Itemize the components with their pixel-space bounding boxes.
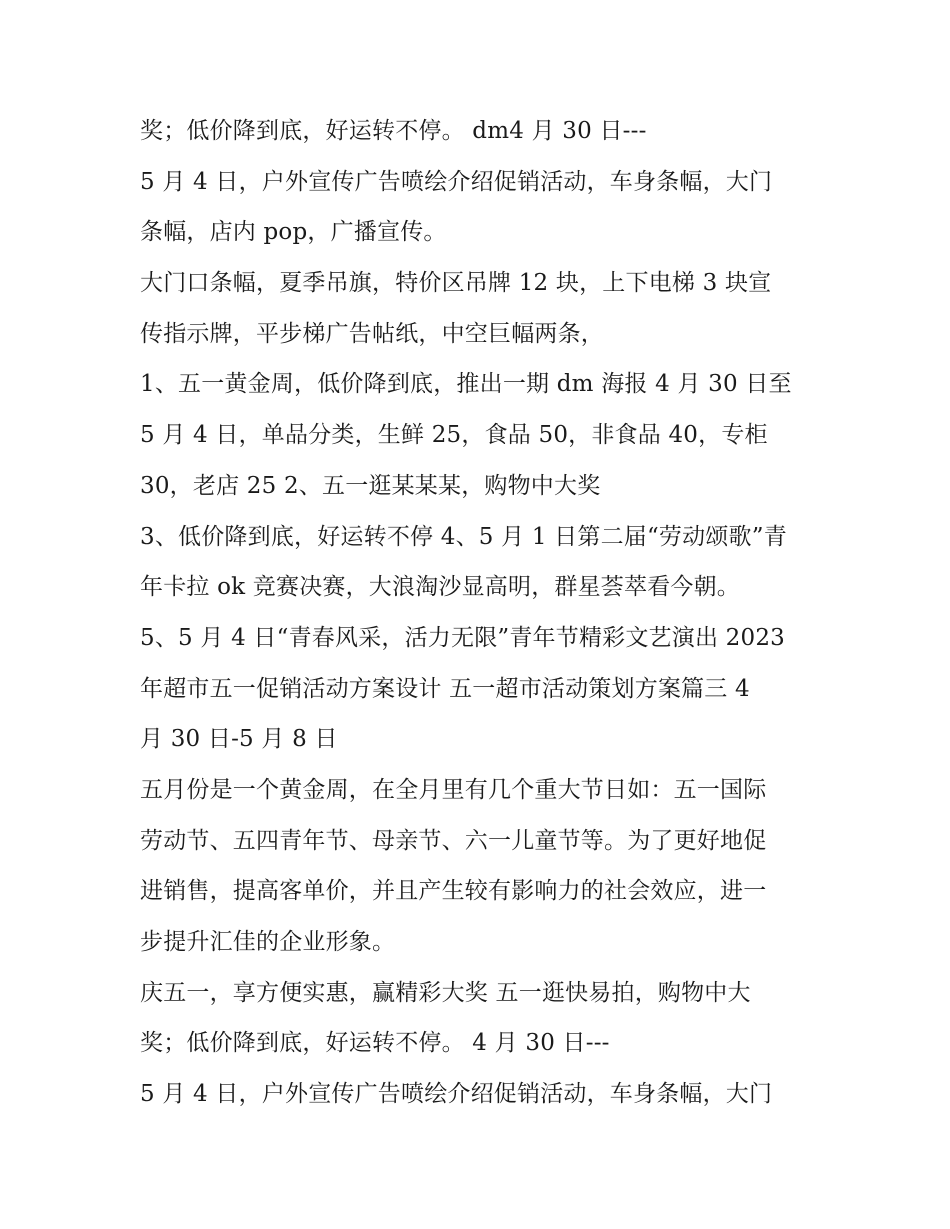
text-line: 5 月 4 日，户外宣传广告喷绘介绍促销活动，车身条幅，大门 — [140, 168, 773, 195]
text-line: 5 月 4 日，单品分类，生鲜 25，食品 50，非食品 40，专柜 — [140, 422, 768, 449]
text-line: 奖；低价降到底，好运转不停。 dm4 月 30 日--- — [140, 118, 647, 144]
text-line: 庆五一，享方便实惠，赢精彩大奖 五一逛快易拍，购物中大 — [140, 979, 751, 1006]
text-line: 30，老店 25 2、五一逛某某某，购物中大奖 — [140, 472, 601, 499]
text-line: 奖；低价降到底，好运转不停。 4 月 30 日--- — [140, 1030, 610, 1057]
text-line: 大门口条幅，夏季吊旗，特价区吊牌 12 块，上下电梯 3 块宣 — [140, 270, 772, 297]
text-line: 进销售，提高客单价，并且产生较有影响力的社会效应，进一 — [140, 878, 767, 905]
text-line: 条幅，店内 pop，广播宣传。 — [140, 219, 447, 246]
text-line: 五月份是一个黄金周，在全月里有几个重大节日如：五一国际 — [140, 776, 767, 803]
text-line: 5 月 4 日，户外宣传广告喷绘介绍促销活动，车身条幅，大门 — [140, 1081, 773, 1108]
text-line: 年卡拉 ok 竞赛决赛，大浪淘沙显高明，群星荟萃看今朝。 — [140, 574, 741, 601]
text-line: 劳动节、五四青年节、母亲节、六一儿童节等。为了更好地促 — [140, 827, 767, 854]
text-line: 3、低价降到底，好运转不停 4、5 月 1 日第二届“劳动颂歌”青 — [140, 523, 787, 550]
text-line: 传指示牌，平步梯广告帖纸，中空巨幅两条， — [140, 320, 604, 347]
text-line: 步提升汇佳的企业形象。 — [140, 929, 396, 955]
text-line: 年超市五一促销活动方案设计 五一超市活动策划方案篇三 4 — [140, 675, 750, 702]
text-line: 月 30 日-5 月 8 日 — [140, 726, 338, 753]
text-line: 5、5 月 4 日“青春风采，活力无限”青年节精彩文艺演出 2023 — [140, 624, 785, 651]
text-line: 1、五一黄金周，低价降到底，推出一期 dm 海报 4 月 30 日至 — [140, 371, 792, 398]
document-body — [140, 106, 820, 1120]
